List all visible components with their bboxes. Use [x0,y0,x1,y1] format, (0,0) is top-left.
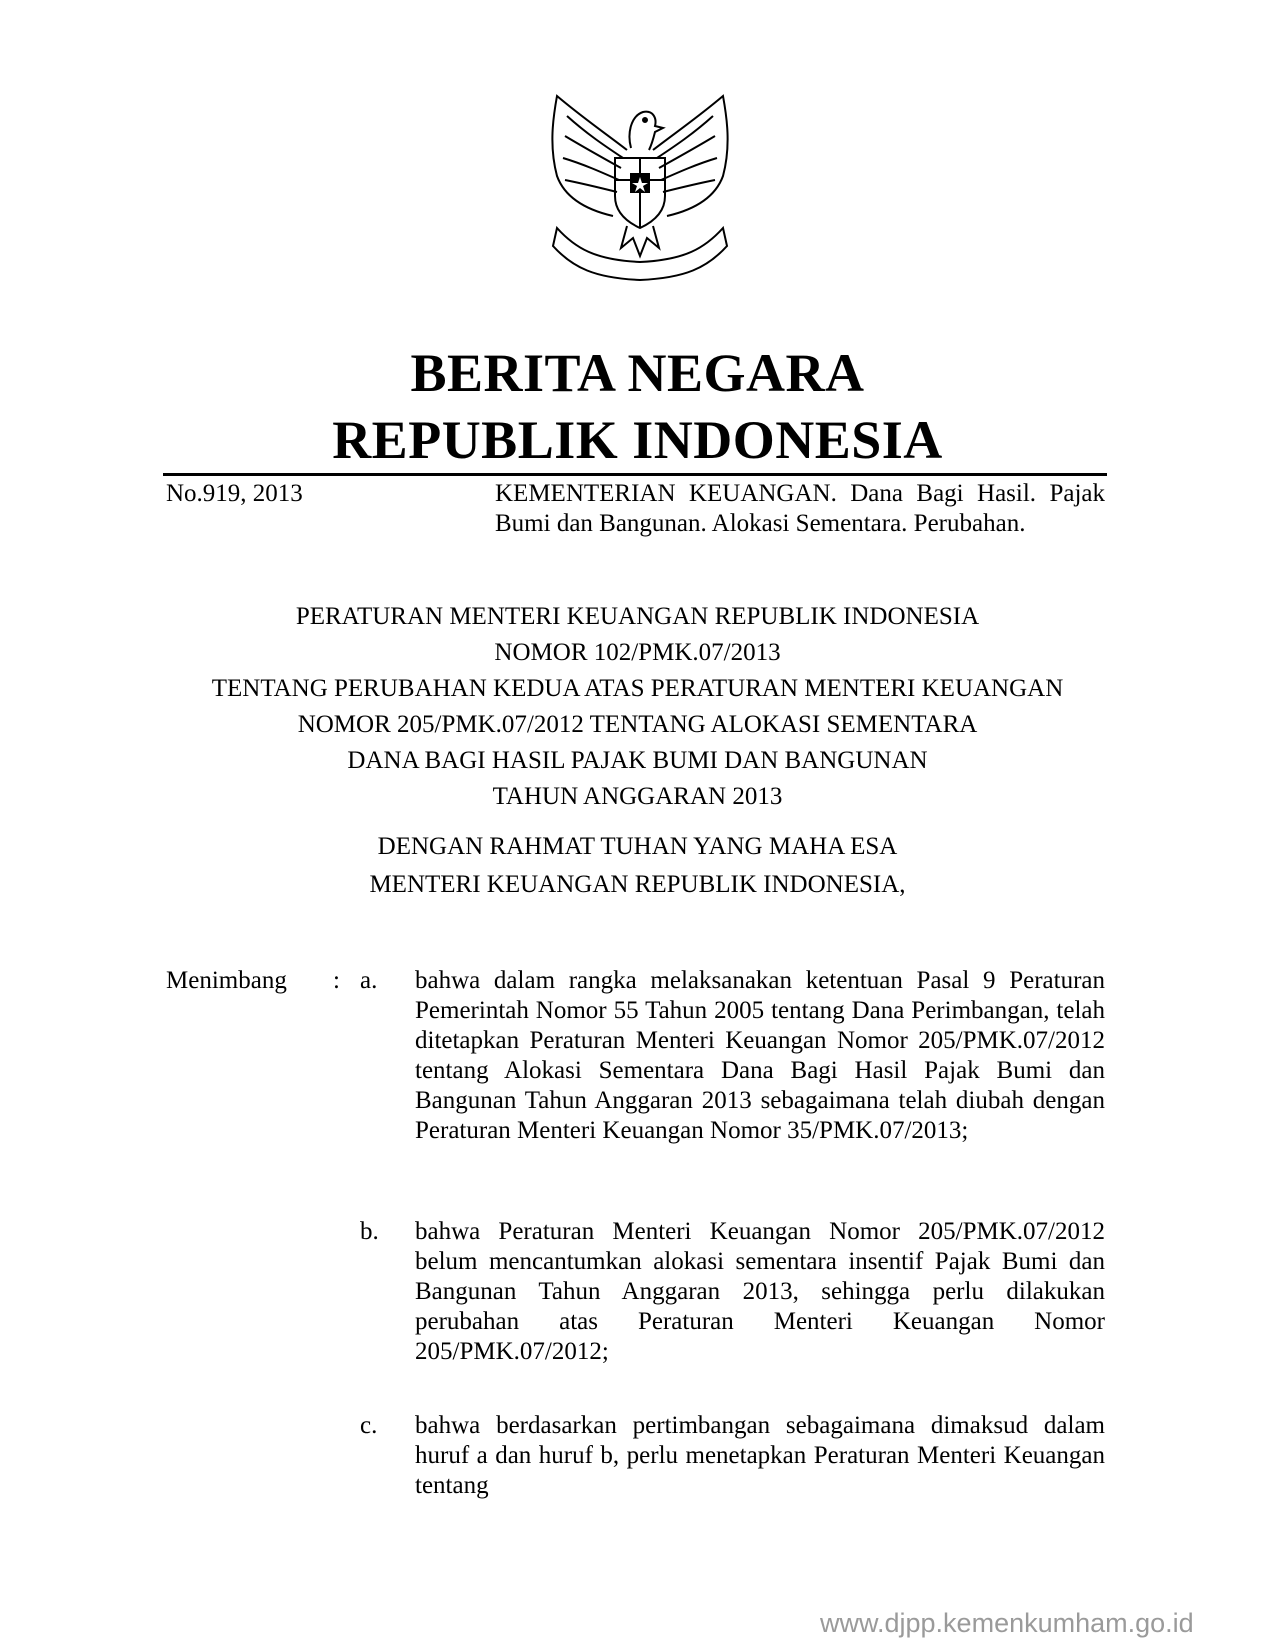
consideration-letter: a. [360,967,378,994]
regulation-title-line: PERATURAN MENTERI KEUANGAN REPUBLIK INDONESIA [295,603,980,630]
regulation-title-line: TAHUN ANGGARAN 2013 [492,783,783,810]
gazette-title-line-1: BERITA NEGARA [410,343,865,403]
consideration-letter: b. [360,1218,379,1245]
preamble [0,828,1275,904]
consideration-text: bahwa dalam rangka melaksanakan ketentuan Pasal 9 Peraturan Pemerintah Nomor 55 Tahun 2005 tentang Dana Perimbangan, telah ditetapkan Peraturan Menteri Keuangan Nomor 205/PMK.07/2012 tentang Alokasi Sementara Dana Bagi Hasil Pajak Bumi dan Bangunan Tahun Anggaran 2013 sebagaimana telah diubah dengan Peraturan Menteri Keuangan Nomor 35/PMK.07/2013; [415,967,1105,1144]
gazette-title-line-2: REPUBLIK INDONESIA [332,410,943,470]
regulation-title [0,599,1275,815]
garuda-pancasila-emblem-icon [535,88,745,288]
regulation-title-line: DANA BAGI HASIL PAJAK BUMI DAN BANGUNAN [347,747,928,774]
gazette-subject: KEMENTERIAN KEUANGAN. Dana Bagi Hasil. Pajak Bumi dan Bangunan. Alokasi Sementara. Perubahan. [495,480,1105,537]
regulation-title-line: TENTANG PERUBAHAN KEDUA ATAS PERATURAN MENTERI KEUANGAN [211,675,1064,702]
preamble-line: DENGAN RAHMAT TUHAN YANG MAHA ESA [377,833,898,860]
consideration-text: bahwa berdasarkan pertimbangan sebagaimana dimaksud dalam huruf a dan huruf b, perlu menetapkan Peraturan Menteri Keuangan tentang [415,1412,1105,1499]
menimbang-label: Menimbang [166,967,287,994]
title-divider [163,473,1107,476]
gazette-number: No.919, 2013 [166,480,303,507]
consideration-letter: c. [360,1412,378,1439]
menimbang-colon: : [333,967,340,994]
regulation-title-line: NOMOR 205/PMK.07/2012 TENTANG ALOKASI SEMENTARA [297,711,978,738]
regulation-title-line: NOMOR 102/PMK.07/2013 [494,639,781,666]
website-watermark: www.djpp.kemenkumham.go.id [820,1608,1194,1638]
preamble-line: MENTERI KEUANGAN REPUBLIK INDONESIA, [369,871,906,898]
consideration-text: bahwa Peraturan Menteri Keuangan Nomor 205/PMK.07/2012 belum mencantumkan alokasi sementara insentif Pajak Bumi dan Bangunan Tahun Anggaran 2013, sehingga perlu dilakukan perubahan atas Peraturan Menteri Keuangan Nomor 205/PMK.07/2012; [415,1218,1105,1365]
